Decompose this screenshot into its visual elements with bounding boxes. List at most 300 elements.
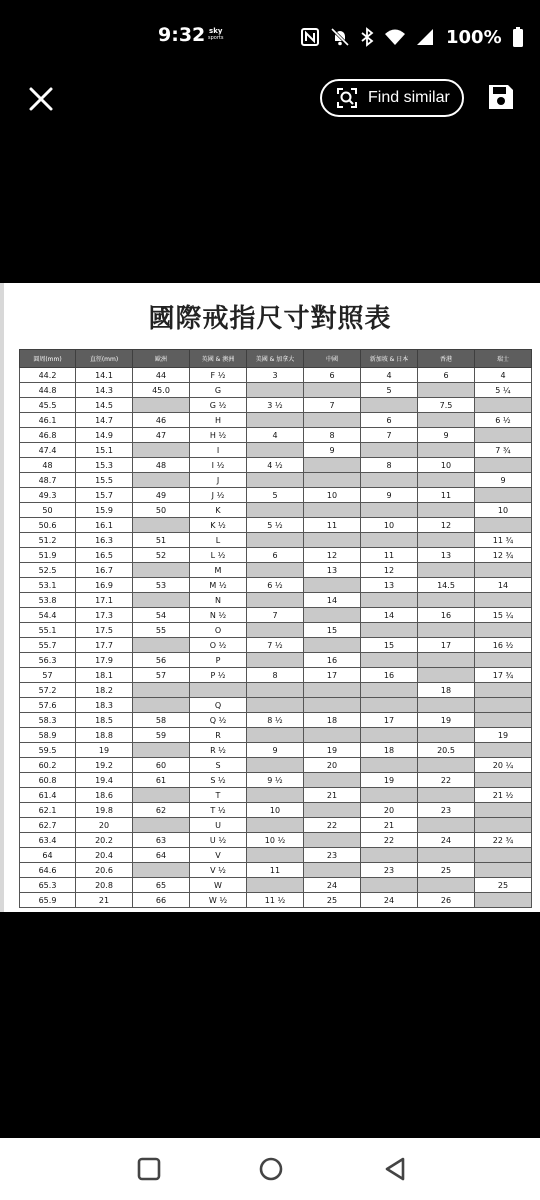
table-cell bbox=[361, 623, 418, 638]
table-cell: 10 bbox=[418, 458, 475, 473]
column-header: 美國 & 加拿大 bbox=[247, 350, 304, 368]
table-cell: 17 bbox=[304, 668, 361, 683]
table-cell: 57 bbox=[133, 668, 190, 683]
table-cell bbox=[418, 818, 475, 833]
table-cell bbox=[361, 698, 418, 713]
table-cell: 62.7 bbox=[20, 818, 76, 833]
table-row bbox=[20, 443, 532, 458]
table-cell bbox=[361, 758, 418, 773]
table-cell: M ½ bbox=[190, 578, 247, 593]
table-cell: O bbox=[190, 623, 247, 638]
table-cell: 19.8 bbox=[76, 803, 133, 818]
table-cell: K ½ bbox=[190, 518, 247, 533]
table-cell: 54.4 bbox=[20, 608, 76, 623]
table-cell: 6 bbox=[247, 548, 304, 563]
table-cell bbox=[304, 383, 361, 398]
table-cell: W ½ bbox=[190, 893, 247, 908]
table-cell bbox=[418, 503, 475, 518]
table-cell: 44.8 bbox=[20, 383, 76, 398]
table-cell: 9 ½ bbox=[247, 773, 304, 788]
table-cell: 17 bbox=[361, 713, 418, 728]
table-cell: 65.3 bbox=[20, 878, 76, 893]
table-cell: 19.4 bbox=[76, 773, 133, 788]
table-cell bbox=[247, 413, 304, 428]
table-cell: 18 bbox=[304, 713, 361, 728]
table-row bbox=[20, 788, 532, 803]
table-row bbox=[20, 398, 532, 413]
table-cell: G bbox=[190, 383, 247, 398]
table-cell: 10 bbox=[361, 518, 418, 533]
table-cell bbox=[475, 818, 532, 833]
column-header: 香港 bbox=[418, 350, 475, 368]
table-row bbox=[20, 653, 532, 668]
table-cell bbox=[247, 788, 304, 803]
table-cell: 7 ¾ bbox=[475, 443, 532, 458]
table-cell bbox=[133, 788, 190, 803]
table-cell: 21 bbox=[76, 893, 133, 908]
table-cell: 14.7 bbox=[76, 413, 133, 428]
table-cell bbox=[475, 593, 532, 608]
table-cell bbox=[361, 788, 418, 803]
table-row bbox=[20, 863, 532, 878]
table-cell: 16 bbox=[418, 608, 475, 623]
status-bar bbox=[0, 0, 540, 72]
table-row bbox=[20, 593, 532, 608]
table-cell bbox=[418, 563, 475, 578]
table-cell: 20 bbox=[76, 818, 133, 833]
column-header: 瑞士 bbox=[475, 350, 532, 368]
table-cell: 17 bbox=[418, 638, 475, 653]
battery-percent: 100% bbox=[446, 26, 502, 48]
table-cell bbox=[418, 698, 475, 713]
table-cell: 26 bbox=[418, 893, 475, 908]
table-cell: 23 bbox=[304, 848, 361, 863]
table-cell bbox=[304, 638, 361, 653]
status-icons bbox=[300, 24, 524, 50]
table-cell: 13 bbox=[304, 563, 361, 578]
table-cell: 7 ½ bbox=[247, 638, 304, 653]
table-cell: 6 ½ bbox=[475, 413, 532, 428]
column-header: 新加坡 & 日本 bbox=[361, 350, 418, 368]
table-cell bbox=[190, 683, 247, 698]
table-cell: 62 bbox=[133, 803, 190, 818]
table-cell: 55.7 bbox=[20, 638, 76, 653]
table-cell: 55.1 bbox=[20, 623, 76, 638]
table-cell: 64.6 bbox=[20, 863, 76, 878]
table-cell: 9 bbox=[304, 443, 361, 458]
table-cell: Q ½ bbox=[190, 713, 247, 728]
table-cell bbox=[418, 533, 475, 548]
table-cell: 4 bbox=[361, 368, 418, 383]
find-similar-label: Find similar bbox=[368, 89, 450, 106]
navigation-bar bbox=[0, 1138, 540, 1200]
recents-button[interactable] bbox=[136, 1156, 162, 1182]
table-cell: 9 bbox=[247, 743, 304, 758]
table-cell bbox=[304, 608, 361, 623]
table-row bbox=[20, 803, 532, 818]
table-cell: 59 bbox=[133, 728, 190, 743]
save-button[interactable] bbox=[486, 82, 516, 112]
image-edge bbox=[0, 283, 4, 912]
table-cell: 46.1 bbox=[20, 413, 76, 428]
table-cell: 8 bbox=[361, 458, 418, 473]
table-cell bbox=[304, 773, 361, 788]
table-cell: 4 ½ bbox=[247, 458, 304, 473]
table-row bbox=[20, 473, 532, 488]
table-cell: 21 ½ bbox=[475, 788, 532, 803]
table-cell: 20 bbox=[304, 758, 361, 773]
table-cell: 19 bbox=[76, 743, 133, 758]
table-cell bbox=[247, 533, 304, 548]
table-row bbox=[20, 368, 532, 383]
table-cell: 4 bbox=[475, 368, 532, 383]
table-cell bbox=[361, 398, 418, 413]
table-cell: 23 bbox=[418, 803, 475, 818]
table-cell: 15.9 bbox=[76, 503, 133, 518]
table-cell: 58 bbox=[133, 713, 190, 728]
table-row bbox=[20, 668, 532, 683]
table-cell bbox=[361, 848, 418, 863]
column-header: 歐洲 bbox=[133, 350, 190, 368]
table-cell: 48 bbox=[133, 458, 190, 473]
table-cell bbox=[133, 683, 190, 698]
table-cell: 16.5 bbox=[76, 548, 133, 563]
table-cell: 51.9 bbox=[20, 548, 76, 563]
table-cell: H bbox=[190, 413, 247, 428]
table-cell bbox=[361, 503, 418, 518]
table-cell bbox=[247, 593, 304, 608]
table-cell: 19 bbox=[361, 773, 418, 788]
table-cell: J bbox=[190, 473, 247, 488]
table-cell: L bbox=[190, 533, 247, 548]
table-cell: 5 ¼ bbox=[475, 383, 532, 398]
table-cell: 14 bbox=[361, 608, 418, 623]
table-cell bbox=[418, 728, 475, 743]
table-cell: M bbox=[190, 563, 247, 578]
table-cell bbox=[361, 593, 418, 608]
table-cell bbox=[247, 758, 304, 773]
table-cell: 61.4 bbox=[20, 788, 76, 803]
column-header: 英國 & 澳洲 bbox=[190, 350, 247, 368]
table-cell: K bbox=[190, 503, 247, 518]
table-cell: 17 ¾ bbox=[475, 668, 532, 683]
table-cell bbox=[247, 683, 304, 698]
table-row bbox=[20, 698, 532, 713]
table-cell bbox=[418, 653, 475, 668]
table-cell: R ½ bbox=[190, 743, 247, 758]
table-cell: 9 bbox=[361, 488, 418, 503]
table-cell: 16 bbox=[361, 668, 418, 683]
table-cell: 13 bbox=[361, 578, 418, 593]
table-cell: 15 bbox=[361, 638, 418, 653]
table-cell: 20.8 bbox=[76, 878, 133, 893]
table-cell: 12 bbox=[418, 518, 475, 533]
table-cell: 17.9 bbox=[76, 653, 133, 668]
table-cell: 14 bbox=[475, 578, 532, 593]
column-header: 圓周(mm) bbox=[20, 350, 76, 368]
table-row bbox=[20, 383, 532, 398]
table-cell bbox=[361, 728, 418, 743]
table-cell: 16.7 bbox=[76, 563, 133, 578]
table-cell: 55 bbox=[133, 623, 190, 638]
table-cell: 17.7 bbox=[76, 638, 133, 653]
table-cell bbox=[361, 653, 418, 668]
table-cell bbox=[418, 848, 475, 863]
table-cell: 15.5 bbox=[76, 473, 133, 488]
table-row bbox=[20, 773, 532, 788]
table-cell: 10 ½ bbox=[247, 833, 304, 848]
table-cell: 11 ½ bbox=[247, 893, 304, 908]
close-icon bbox=[24, 82, 58, 116]
table-cell: 14.3 bbox=[76, 383, 133, 398]
table-cell bbox=[475, 863, 532, 878]
table-cell: 46 bbox=[133, 413, 190, 428]
battery-icon bbox=[512, 27, 524, 47]
table-cell: 15.7 bbox=[76, 488, 133, 503]
table-cell: 8 bbox=[247, 668, 304, 683]
table-cell bbox=[133, 638, 190, 653]
table-cell: 15 bbox=[304, 623, 361, 638]
recents-icon bbox=[136, 1156, 162, 1182]
table-cell bbox=[475, 458, 532, 473]
table-cell: 47.4 bbox=[20, 443, 76, 458]
table-cell: 21 bbox=[304, 788, 361, 803]
table-cell bbox=[304, 503, 361, 518]
table-cell: 14 bbox=[304, 593, 361, 608]
table-cell: 22 bbox=[304, 818, 361, 833]
table-cell: 19 bbox=[475, 728, 532, 743]
find-similar-button[interactable] bbox=[320, 79, 464, 117]
table-cell: T ½ bbox=[190, 803, 247, 818]
table-cell bbox=[475, 653, 532, 668]
table-cell bbox=[133, 443, 190, 458]
table-cell bbox=[247, 698, 304, 713]
table-cell: 20.4 bbox=[76, 848, 133, 863]
table-cell bbox=[304, 863, 361, 878]
table-cell bbox=[418, 383, 475, 398]
table-cell: 18 bbox=[418, 683, 475, 698]
table-cell bbox=[418, 878, 475, 893]
table-cell: F ½ bbox=[190, 368, 247, 383]
table-row bbox=[20, 413, 532, 428]
table-cell bbox=[133, 743, 190, 758]
table-cell: P bbox=[190, 653, 247, 668]
table-cell bbox=[304, 473, 361, 488]
table-cell bbox=[133, 863, 190, 878]
home-button[interactable] bbox=[258, 1156, 284, 1182]
table-cell: 52 bbox=[133, 548, 190, 563]
table-cell bbox=[475, 428, 532, 443]
table-cell bbox=[361, 443, 418, 458]
table-cell: 16.3 bbox=[76, 533, 133, 548]
table-row bbox=[20, 818, 532, 833]
table-cell: 12 bbox=[361, 563, 418, 578]
table-row bbox=[20, 428, 532, 443]
table-cell: 51 bbox=[133, 533, 190, 548]
table-cell bbox=[361, 683, 418, 698]
table-cell: 9 bbox=[475, 473, 532, 488]
table-cell: 15.1 bbox=[76, 443, 133, 458]
table-cell: 53.8 bbox=[20, 593, 76, 608]
table-cell: 45.0 bbox=[133, 383, 190, 398]
table-row bbox=[20, 878, 532, 893]
table-cell: 64 bbox=[20, 848, 76, 863]
bluetooth-icon bbox=[360, 27, 374, 47]
table-cell: 56.3 bbox=[20, 653, 76, 668]
table-cell bbox=[475, 713, 532, 728]
table-cell: 18.3 bbox=[76, 698, 133, 713]
table-cell: 20.2 bbox=[76, 833, 133, 848]
table-cell: 11 bbox=[304, 518, 361, 533]
image-viewer-toolbar bbox=[0, 72, 540, 128]
table-cell: 16.9 bbox=[76, 578, 133, 593]
table-cell: 50 bbox=[20, 503, 76, 518]
table-cell: 59.5 bbox=[20, 743, 76, 758]
table-cell: 11 bbox=[418, 488, 475, 503]
table-row bbox=[20, 638, 532, 653]
table-cell: 11 bbox=[361, 548, 418, 563]
table-cell: 18.2 bbox=[76, 683, 133, 698]
table-cell: 9 bbox=[418, 428, 475, 443]
table-cell bbox=[304, 533, 361, 548]
table-cell bbox=[475, 683, 532, 698]
table-cell: 7 bbox=[247, 608, 304, 623]
table-cell: U bbox=[190, 818, 247, 833]
table-cell: 52.5 bbox=[20, 563, 76, 578]
table-cell: 22 bbox=[418, 773, 475, 788]
table-cell: 62.1 bbox=[20, 803, 76, 818]
status-time: 9:32 bbox=[158, 24, 206, 46]
table-row bbox=[20, 488, 532, 503]
table-cell: 23 bbox=[361, 863, 418, 878]
table-cell bbox=[133, 518, 190, 533]
table-cell: 15 ¼ bbox=[475, 608, 532, 623]
table-cell bbox=[475, 743, 532, 758]
ring-size-chart-image[interactable] bbox=[0, 283, 540, 912]
table-cell bbox=[304, 413, 361, 428]
sky-sports-logo bbox=[208, 28, 223, 42]
table-cell: 7 bbox=[304, 398, 361, 413]
table-cell: 13 bbox=[418, 548, 475, 563]
table-cell: 14.1 bbox=[76, 368, 133, 383]
table-cell: 50 bbox=[133, 503, 190, 518]
table-cell bbox=[361, 533, 418, 548]
table-cell bbox=[247, 818, 304, 833]
table-cell: 8 ½ bbox=[247, 713, 304, 728]
table-cell: 5 bbox=[247, 488, 304, 503]
table-cell: 24 bbox=[361, 893, 418, 908]
table-cell: L ½ bbox=[190, 548, 247, 563]
table-cell: 18.6 bbox=[76, 788, 133, 803]
sky-logo-line2: sports bbox=[208, 35, 224, 41]
table-cell: 49 bbox=[133, 488, 190, 503]
table-cell: 19 bbox=[304, 743, 361, 758]
table-cell: 25 bbox=[418, 863, 475, 878]
table-row bbox=[20, 683, 532, 698]
close-button[interactable] bbox=[24, 82, 58, 116]
table-cell bbox=[418, 668, 475, 683]
table-cell bbox=[475, 563, 532, 578]
table-cell: 46.8 bbox=[20, 428, 76, 443]
column-header: 中國 bbox=[304, 350, 361, 368]
table-cell bbox=[361, 473, 418, 488]
table-cell: 7.5 bbox=[418, 398, 475, 413]
table-cell bbox=[418, 593, 475, 608]
table-cell: 16.1 bbox=[76, 518, 133, 533]
table-cell: 11 ¾ bbox=[475, 533, 532, 548]
table-cell: 6 bbox=[304, 368, 361, 383]
table-row bbox=[20, 608, 532, 623]
table-cell bbox=[247, 473, 304, 488]
table-cell bbox=[361, 878, 418, 893]
table-row bbox=[20, 563, 532, 578]
table-cell: 8 bbox=[304, 428, 361, 443]
table-row bbox=[20, 518, 532, 533]
table-body bbox=[20, 368, 532, 908]
table-cell bbox=[304, 833, 361, 848]
table-row bbox=[20, 758, 532, 773]
table-cell: 22 ¾ bbox=[475, 833, 532, 848]
table-cell: J ½ bbox=[190, 488, 247, 503]
table-cell: 44.2 bbox=[20, 368, 76, 383]
table-cell: 6 bbox=[361, 413, 418, 428]
table-cell: I ½ bbox=[190, 458, 247, 473]
table-cell: V ½ bbox=[190, 863, 247, 878]
table-cell: 10 bbox=[247, 803, 304, 818]
table-cell: 19 bbox=[418, 713, 475, 728]
table-cell: 18.5 bbox=[76, 713, 133, 728]
table-cell: 54 bbox=[133, 608, 190, 623]
table-cell: 57.2 bbox=[20, 683, 76, 698]
table-cell: 24 bbox=[418, 833, 475, 848]
table-row bbox=[20, 743, 532, 758]
back-icon bbox=[382, 1156, 408, 1182]
table-cell bbox=[475, 803, 532, 818]
ring-size-table bbox=[19, 349, 532, 908]
table-row bbox=[20, 833, 532, 848]
wifi-icon bbox=[384, 28, 406, 46]
table-cell: 4 bbox=[247, 428, 304, 443]
table-cell: 6 bbox=[418, 368, 475, 383]
table-cell: 66 bbox=[133, 893, 190, 908]
table-cell: 60.8 bbox=[20, 773, 76, 788]
table-cell: 7 bbox=[361, 428, 418, 443]
table-cell: 6 ½ bbox=[247, 578, 304, 593]
table-cell bbox=[247, 848, 304, 863]
table-cell bbox=[475, 698, 532, 713]
table-cell bbox=[133, 593, 190, 608]
table-cell bbox=[247, 653, 304, 668]
table-cell: 21 bbox=[361, 818, 418, 833]
table-cell bbox=[133, 818, 190, 833]
table-cell: 14.9 bbox=[76, 428, 133, 443]
table-cell: T bbox=[190, 788, 247, 803]
table-row bbox=[20, 548, 532, 563]
table-cell: 17.3 bbox=[76, 608, 133, 623]
table-cell: 45.5 bbox=[20, 398, 76, 413]
table-cell: 65 bbox=[133, 878, 190, 893]
table-row bbox=[20, 848, 532, 863]
table-cell: 3 ½ bbox=[247, 398, 304, 413]
table-cell: 50.6 bbox=[20, 518, 76, 533]
table-cell: 10 bbox=[475, 503, 532, 518]
table-cell bbox=[247, 878, 304, 893]
back-button[interactable] bbox=[382, 1156, 408, 1182]
table-cell bbox=[304, 803, 361, 818]
nfc-icon bbox=[300, 27, 320, 47]
table-cell bbox=[247, 563, 304, 578]
table-cell: 20.5 bbox=[418, 743, 475, 758]
